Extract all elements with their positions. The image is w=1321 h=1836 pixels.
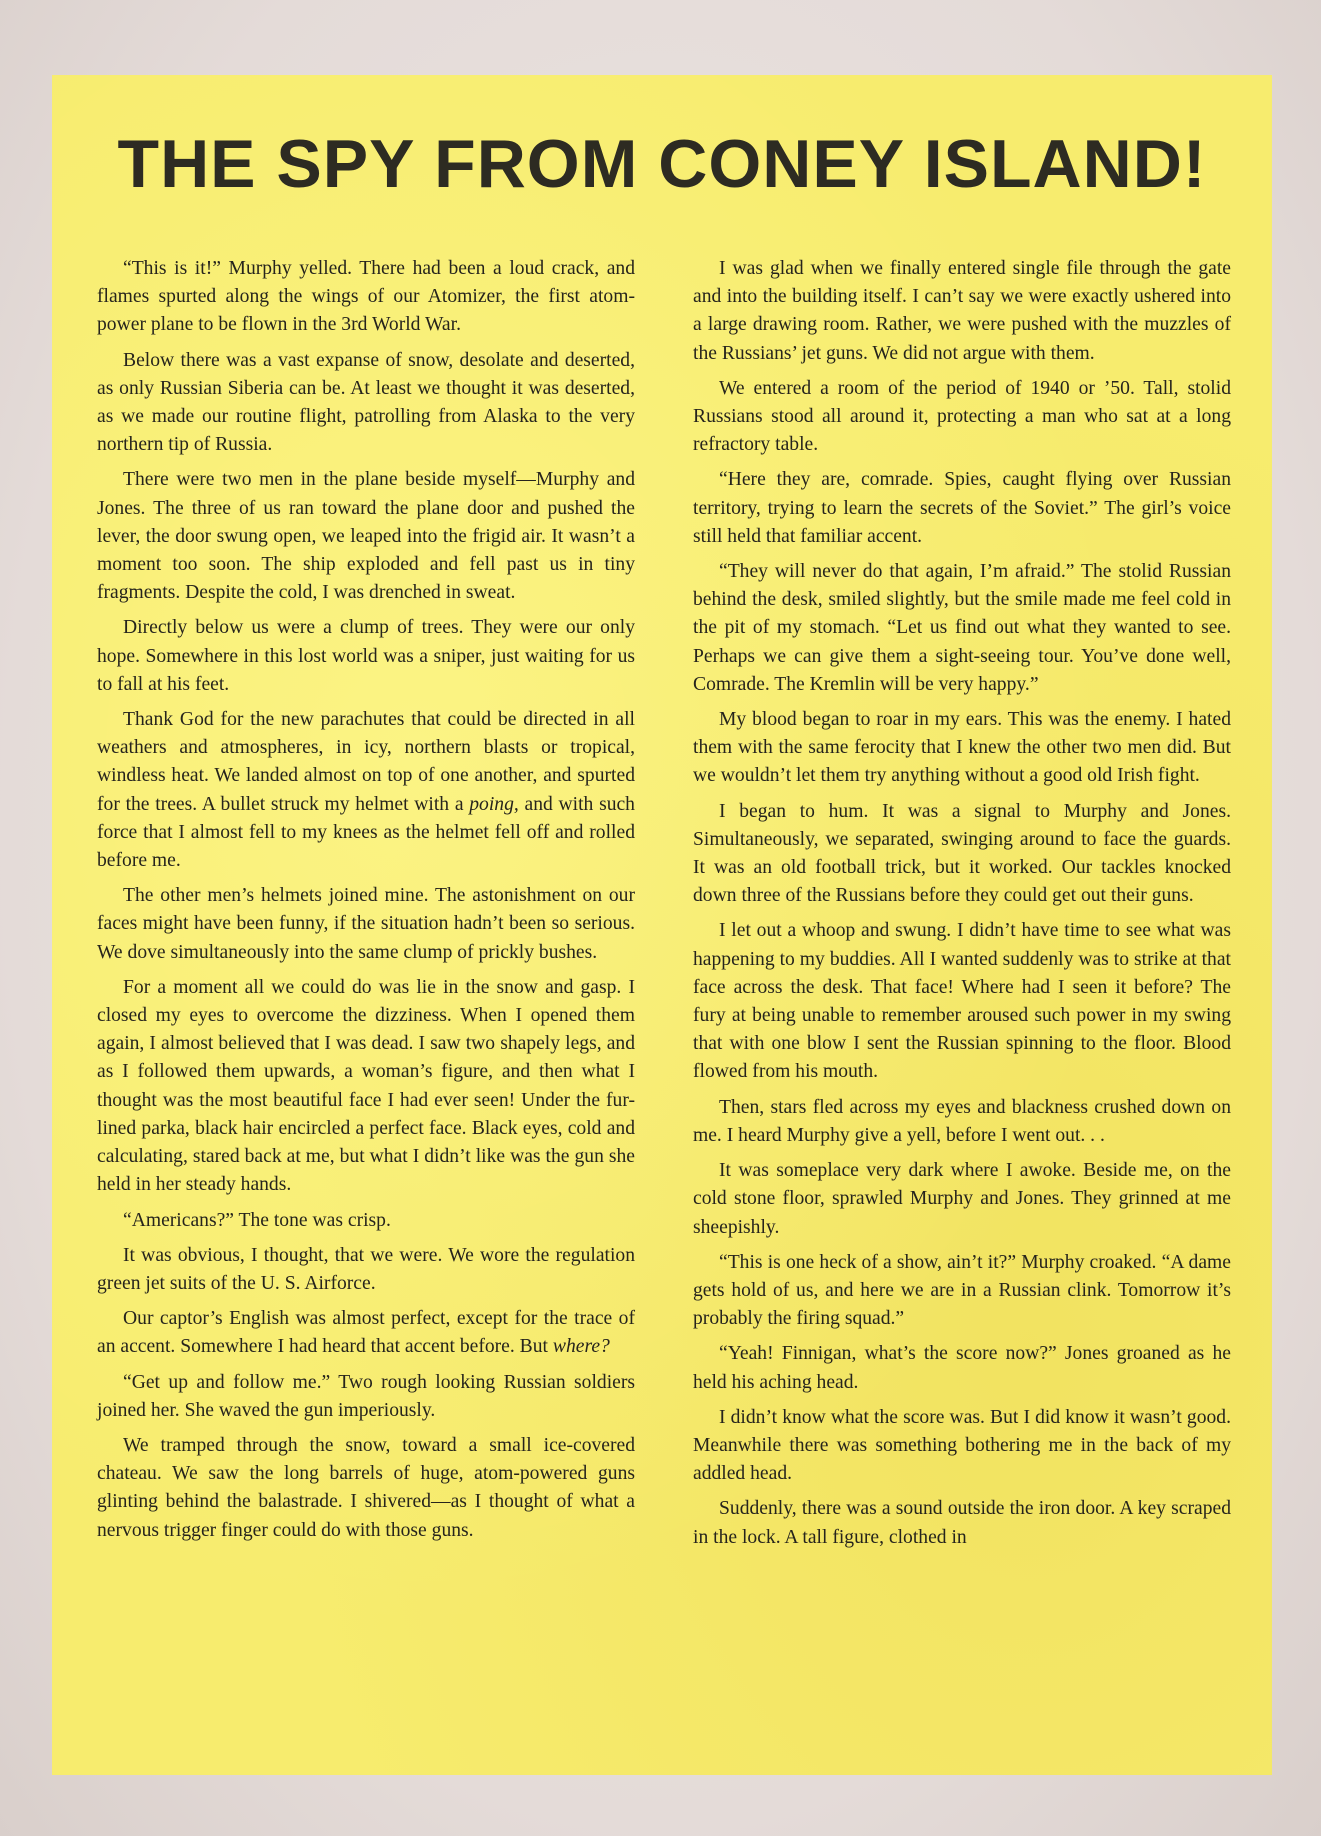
italic-word: where? (552, 1336, 610, 1358)
paragraph: “Here they are, comrade. Spies, caught flying over Russian territory, trying to learn the secrets of the Soviet.” The girl’s voice still held that familiar accent. (693, 469, 1231, 547)
paragraph: Directly below us were a clump of trees. They were our only hope. Somewhere in this lost world was a sniper, just waiting for us to fall at his feet. (97, 617, 635, 695)
paragraph-text: and with such force that I almost fell to my knees as the helmet fell off and rolled before me. (97, 793, 635, 872)
paragraph: Then, stars fled across my eyes and blackness crushed down on me. I heard Murphy give a yell, before I went out. . . (693, 1096, 1231, 1146)
paragraph (97, 706, 635, 875)
story-panel (52, 75, 1272, 1775)
paragraph: Suddenly, there was a sound outside the iron door. A key scraped in the lock. A tall figure, clothed in (693, 1498, 1231, 1548)
paragraph: It was obvious, I thought, that we were. We wore the regulation green jet suits of the U. S. Airforce. (97, 1244, 635, 1294)
paragraph: My blood began to roar in my ears. This was the enemy. I hated them with the same ferocity that I knew the other two men did. But we wouldn’t let them try anything without a good old Irish fight. (693, 709, 1231, 787)
paragraph: “This is one heck of a show, ain’t it?” Murphy croaked. “A dame gets hold of us, and here we are in a Russian clink. Tomorrow it’s probably the firing squad.” (693, 1251, 1231, 1330)
paragraph: “This is it!” Murphy yelled. There had been a loud crack, and flames spurted along the wings of our Atomizer, the first atom-power plane to be flown in the 3rd World War. (97, 258, 635, 336)
paragraph: Below there was a vast expanse of snow, desolate and deserted, as only Russian Siberia can be. At least we thought it was deserted, as we made our routine flight, patrolling from Alaska to the very northern tip of Russia. (97, 349, 635, 456)
paragraph-text: Thank God for the new parachutes that could be directed in all weathers and atmospheres, in icy, northern blasts or tropical, windless heat. We landed almost on top of one another, and spurted for the trees. A bullet struck my helmet with a (97, 709, 635, 815)
paragraph: The other men’s helmets joined mine. The astonishment on our faces might have been funny, if the situation hadn’t been so serious. We dove simultaneously into the same clump of prickly bushes. (97, 885, 635, 963)
italic-word: poing, (469, 793, 519, 815)
paragraph: There were two men in the plane beside myself—Murphy and Jones. The three of us ran toward the plane door and pushed the lever, the door swung open, we leaped into the frigid air. It wasn’t a moment too soon. The ship exploded and fell past us in tiny fragments. Despite the cold, I was drenched in sweat. (97, 469, 635, 604)
paragraph: “Americans?” The tone was crisp. (123, 1209, 391, 1231)
paragraph: I began to hum. It was a signal to Murphy and Jones. Simultaneously, we separated, swinging around to face the guards. It was an old football trick, but it worked. Our tackles knocked down three of the Russians before they could get out their guns. (693, 800, 1231, 907)
right-column (693, 255, 1231, 1559)
paragraph: I was glad when we finally entered single file through the gate and into the building itself. I can’t say we were exactly ushered into a large drawing room. Rather, we were pushed with the muzzles of the Russians’ jet guns. We did not argue with them. (693, 258, 1231, 364)
paragraph: We entered a room of the period of 1940 or ’50. Tall, stolid Russians stood all around it, protecting a man who sat at a long refractory table. (693, 377, 1231, 456)
left-column (97, 255, 635, 1552)
story-title: THE SPY FROM CONEY ISLAND! (117, 126, 1207, 202)
paragraph: “Yeah! Finnigan, what’s the score now?” Jones groaned as he held his aching head. (693, 1343, 1231, 1393)
paragraph: I didn’t know what the score was. But I did know it wasn’t good. Meanwhile there was something bothering me in the back of my addled head. (693, 1406, 1231, 1485)
paragraph: We tramped through the snow, toward a small ice-covered chateau. We saw the long barrels of huge, atom-powered guns glinting behind the balastrade. I shivered—as I thought of what a nervous trigger finger could do with those guns. (97, 1434, 635, 1541)
paragraph: It was someplace very dark where I awoke. Beside me, on the cold stone floor, sprawled Murphy and Jones. They grinned at me sheepishly. (693, 1160, 1231, 1238)
paragraph (97, 1305, 635, 1361)
paragraph-text: Our captor’s English was almost perfect, except for the trace of an accent. Somewhere I had heard that accent before. But (97, 1308, 635, 1358)
paragraph: For a moment all we could do was lie in the snow and gasp. I closed my eyes to overcome the dizziness. When I opened them again, I almost believed that I was dead. I saw two shapely legs, and as I followed them upwards, a woman’s figure, and then what I thought was the most beautiful face I had ever seen! Under the fur-lined parka, black hair encircled a perfect face. Black eyes, cold and calculating, stared back at me, but what I didn’t like was the gun she held in her steady hands. (97, 976, 635, 1196)
paragraph: “Get up and follow me.” Two rough looking Russian soldiers joined her. She waved the gun imperiously. (97, 1371, 635, 1421)
paragraph: I let out a whoop and swung. I didn’t have time to see what was happening to my buddies. All I wanted suddenly was to strike at that face across the desk. That face! Where had I seen it before? The fury at being unable to remember aroused such power in my swing that with one blow I sent the Russian spinning to the floor. Blood flowed from his mouth. (693, 920, 1231, 1083)
paragraph: “They will never do that again, I’m afraid.” The stolid Russian behind the desk, smiled slightly, but the smile made me feel cold in the pit of my stomach. “Let us find out what they wanted to see. Perhaps we can give them a sight-seeing tour. You’ve done well, Comrade. The Kremlin will be very happy.” (693, 561, 1231, 695)
